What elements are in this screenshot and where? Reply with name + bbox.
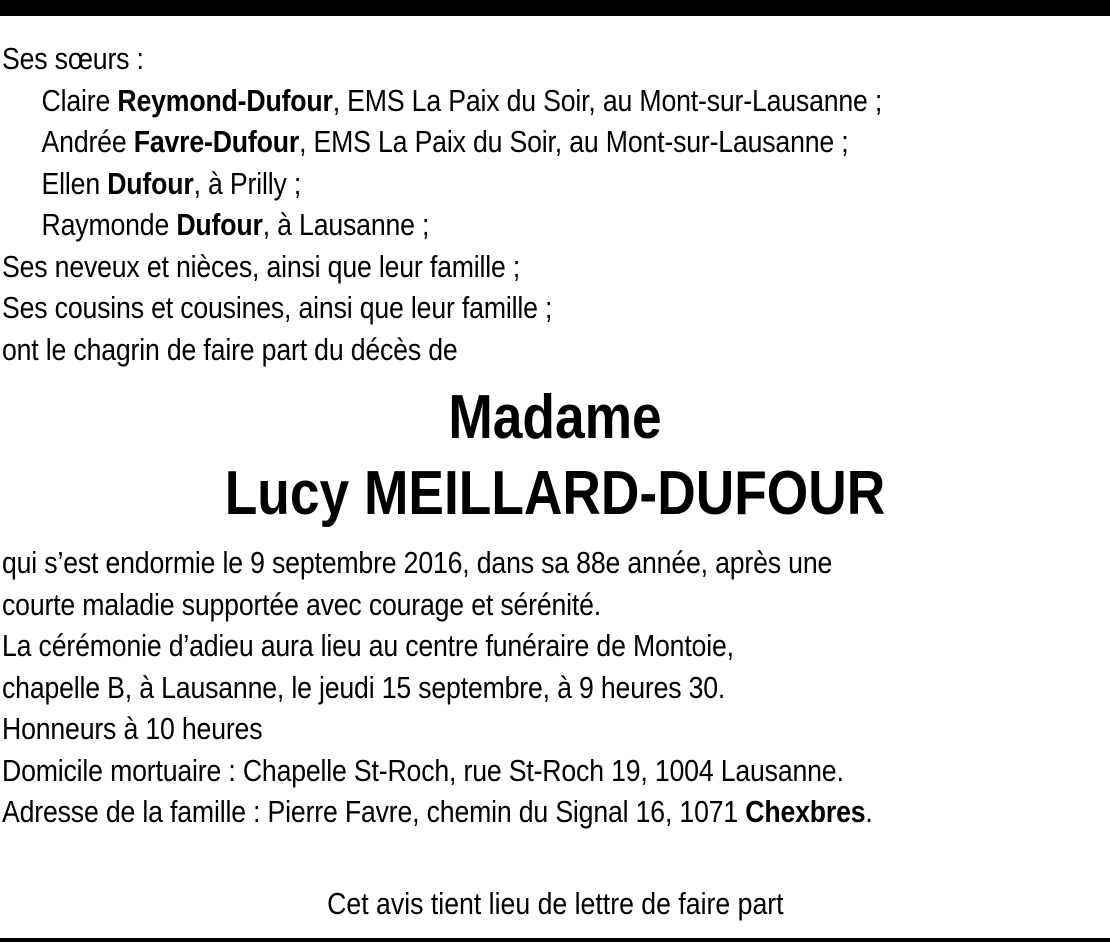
sister-surname: Dufour — [176, 207, 263, 242]
top-rule — [0, 0, 1110, 16]
ceremony-line: La cérémonie d’adieu aura lieu au centre funéraire de Montoie, — [2, 628, 734, 663]
announcement-line: ont le chagrin de faire part du décès de — [2, 331, 458, 367]
sister-line: Claire Reymond-Dufour, EMS La Paix du Soir, au Mont-sur-Lausanne ; — [41, 82, 883, 118]
family-town: Chexbres — [745, 794, 866, 829]
sister-surname: Dufour — [107, 165, 194, 201]
deceased-title: Madame — [448, 383, 662, 452]
sister-line: Andrée Favre-Dufour, EMS La Paix du Soir, au Mont-sur-Lausanne ; — [41, 124, 849, 159]
honours-line: Honneurs à 10 heures — [2, 711, 263, 746]
deceased-name-block — [2, 380, 1108, 532]
sister-line: Raymonde Dufour, à Lausanne ; — [41, 207, 430, 242]
mortuary-address: Domicile mortuaire : Chapelle St-Roch, rue St-Roch 19, 1004 Lausanne. — [2, 752, 844, 788]
details-text — [2, 542, 1108, 833]
sister-surname: Favre-Dufour — [133, 124, 300, 159]
closing-note: Cet avis tient lieu de lettre de faire part — [326, 886, 784, 921]
death-notice — [2, 38, 1108, 833]
sisters-heading: Ses sœurs : — [2, 41, 144, 76]
sister-line: Ellen Dufour, à Prilly ; — [41, 165, 302, 201]
sister-surname: Reymond-Dufour — [117, 82, 333, 118]
deceased-name: Lucy MEILLARD-DUFOUR — [224, 459, 886, 528]
relatives-line: Ses cousins et cousines, ainsi que leur famille ; — [2, 290, 553, 325]
details-line: courte maladie supportée avec courage et sérénité. — [2, 586, 602, 622]
relatives-line: Ses neveux et nièces, ainsi que leur famille ; — [2, 248, 521, 284]
details-line: qui s’est endormie le 9 septembre 2016, dans sa 88e année, après une — [2, 545, 833, 580]
bottom-rule — [0, 938, 1110, 942]
family-address: Adresse de la famille : Pierre Favre, chemin du Signal 16, 1071 Chexbres. — [2, 794, 873, 829]
ceremony-line: chapelle B, à Lausanne, le jeudi 15 septembre, à 9 heures 30. — [2, 669, 726, 705]
